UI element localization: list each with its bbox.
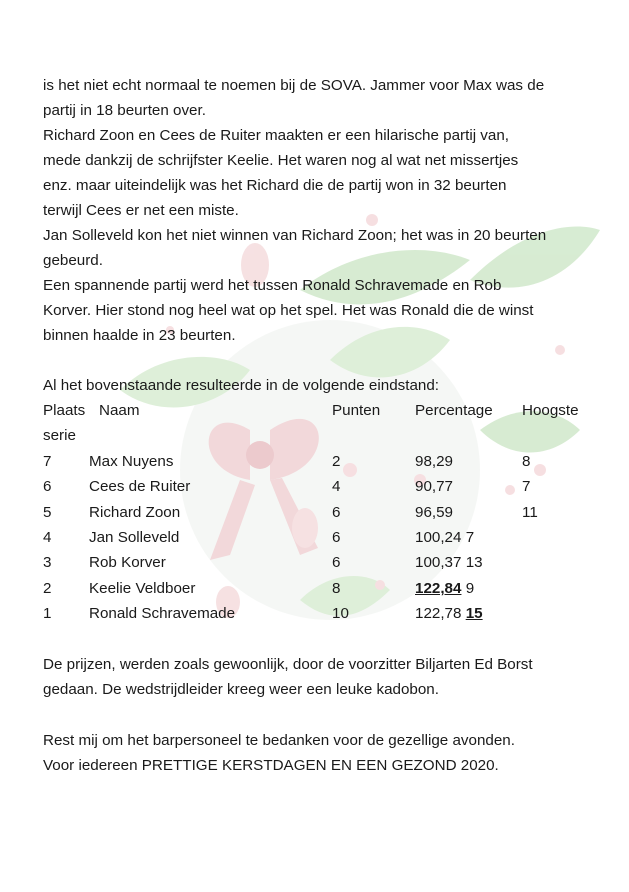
row-hoogste: 9 — [465, 580, 475, 597]
header-plaats: Plaats — [43, 402, 86, 419]
closing-line: Rest mij om het barpersoneel te bedanken voor de gezellige avonden. — [43, 732, 515, 749]
row-plaats: 7 — [43, 453, 52, 470]
row-percentage: 100,24 — [415, 529, 462, 546]
ornament — [292, 508, 318, 548]
row-plaats: 6 — [43, 478, 52, 495]
row-naam: Richard Zoon — [89, 504, 181, 521]
row-punten: 2 — [332, 453, 341, 470]
berry — [555, 345, 565, 355]
row-punten: 4 — [332, 478, 341, 495]
row-plaats: 2 — [43, 580, 52, 597]
row-plaats: 3 — [43, 554, 52, 571]
result-intro: Al het bovenstaande resulteerde in de volgende eindstand: — [43, 377, 440, 394]
header-serie: serie — [43, 427, 76, 444]
row-naam: Max Nuyens — [89, 453, 174, 470]
row-hoogste: 7 — [522, 478, 531, 495]
paragraph-line: Richard Zoon en Cees de Ruiter maakten er een hilarische partij van, — [43, 127, 509, 144]
row-percentage: 122,78 — [415, 605, 462, 622]
row-hoogste: 8 — [522, 453, 531, 470]
paragraph-line: partij in 18 beurten over. — [43, 102, 206, 119]
row-hoogste: 13 — [465, 554, 483, 571]
paragraph-line: Jan Solleveld kon het niet winnen van Richard Zoon; het was in 20 beurten — [43, 227, 547, 244]
paragraph-line: Korver. Hier stond nog heel wat op het spel. Het was Ronald die de winst — [43, 302, 534, 319]
berry — [505, 485, 515, 495]
paragraph-line: mede dankzij de schrijfster Keelie. Het waren nog al wat net missertjes — [43, 152, 519, 169]
paragraph-line: is het niet echt normaal te noemen bij de SOVA. Jammer voor Max was de — [43, 77, 545, 94]
header-hoogste: Hoogste — [522, 402, 579, 419]
row-percentage: 96,59 — [415, 504, 454, 521]
row-naam: Rob Korver — [89, 554, 166, 571]
row-naam: Ronald Schravemade — [89, 605, 236, 622]
row-naam: Keelie Veldboer — [89, 580, 196, 597]
closing-line: gedaan. De wedstrijdleider kreeg weer een leuke kadobon. — [43, 681, 439, 698]
berry — [343, 463, 357, 477]
paragraph-line: Een spannende partij werd het tussen Ronald Schravemade en Rob — [43, 277, 502, 294]
berry — [534, 464, 546, 476]
paragraph-line: gebeurd. — [43, 252, 103, 269]
paragraph-line: terwijl Cees er net een miste. — [43, 202, 239, 219]
header-punten: Punten — [332, 402, 381, 419]
ribbon-knot — [246, 441, 274, 469]
row-punten: 6 — [332, 504, 341, 521]
row-punten: 6 — [332, 529, 341, 546]
row-naam: Cees de Ruiter — [89, 478, 191, 495]
row-percentage-combined — [415, 579, 474, 599]
row-percentage-combined — [415, 553, 483, 573]
paragraph-line: enz. maar uiteindelijk was het Richard die de partij won in 32 beurten — [43, 177, 507, 194]
closing-line: De prijzen, werden zoals gewoonlijk, door de voorzitter Biljarten Ed Borst — [43, 656, 533, 673]
row-punten: 10 — [332, 605, 349, 622]
row-naam: Jan Solleveld — [89, 529, 180, 546]
row-percentage: 98,29 — [415, 453, 454, 470]
row-percentage-combined — [415, 604, 483, 624]
row-percentage-highlight: 122,84 — [415, 580, 462, 597]
row-punten: 8 — [332, 580, 341, 597]
header-naam: Naam — [99, 402, 140, 419]
berry — [366, 214, 378, 226]
row-percentage-combined — [415, 528, 474, 548]
row-plaats: 4 — [43, 529, 52, 546]
row-punten: 6 — [332, 554, 341, 571]
row-percentage: 90,77 — [415, 478, 454, 495]
row-plaats: 5 — [43, 504, 52, 521]
row-hoogste-highlight: 15 — [465, 605, 483, 622]
berry — [375, 580, 385, 590]
row-hoogste: 11 — [522, 504, 538, 521]
row-hoogste: 7 — [465, 529, 475, 546]
closing-line: Voor iedereen PRETTIGE KERSTDAGEN EN EEN GEZOND 2020. — [43, 757, 499, 774]
header-percentage: Percentage — [415, 402, 493, 419]
paragraph-line: binnen haalde in 23 beurten. — [43, 327, 236, 344]
row-plaats: 1 — [43, 605, 52, 622]
row-percentage: 100,37 — [415, 554, 462, 571]
